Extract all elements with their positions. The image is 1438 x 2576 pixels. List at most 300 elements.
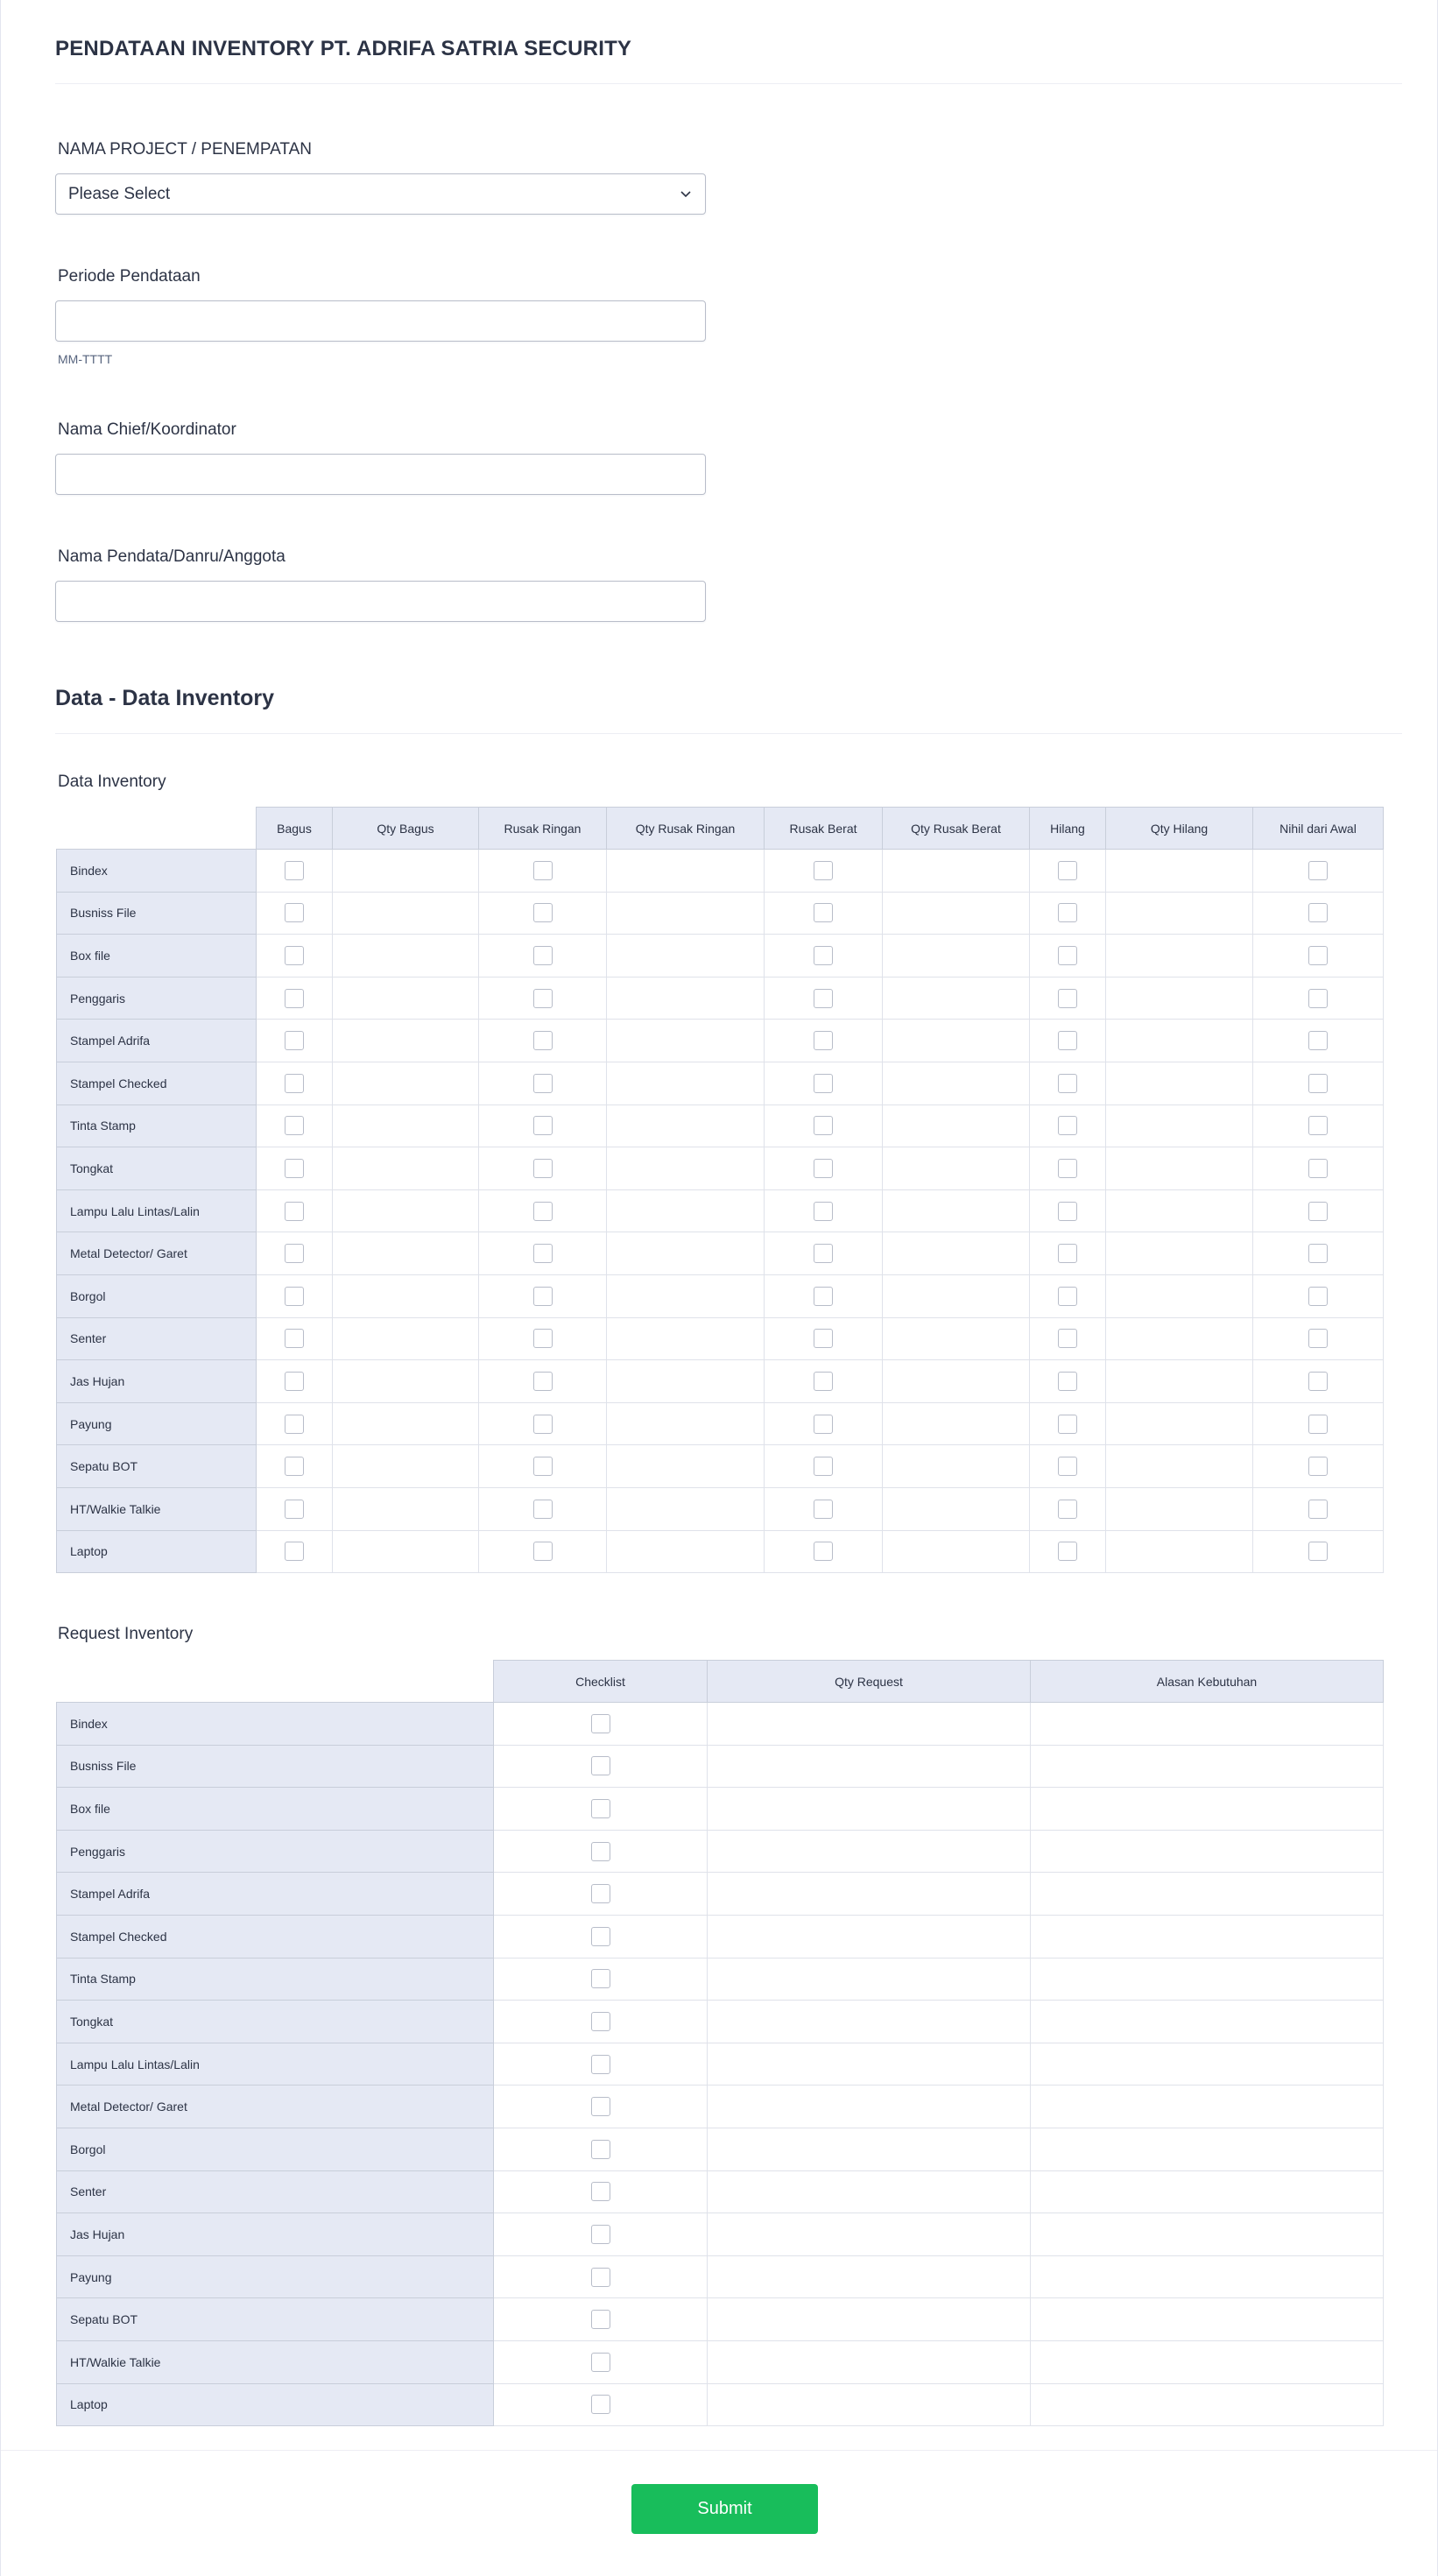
checkbox[interactable] [591,1969,610,1988]
submit-button[interactable]: Submit [631,2484,818,2534]
matrix-text-input[interactable] [1106,1531,1252,1573]
checkbox[interactable] [591,2268,610,2287]
matrix-cell-text [1031,1873,1384,1916]
matrix-cell-text [607,1105,765,1147]
checkbox[interactable] [814,1542,833,1561]
checkbox[interactable] [1308,989,1328,1008]
checkbox[interactable] [1308,1202,1328,1221]
checkbox[interactable] [285,1457,304,1476]
checkbox[interactable] [1308,946,1328,965]
matrix-cell-text [708,2043,1031,2086]
matrix-text-input[interactable] [1031,2043,1383,2086]
matrix-row [57,1105,1384,1147]
checkbox[interactable] [814,1244,833,1263]
checkbox[interactable] [1308,1116,1328,1135]
checkbox[interactable] [1058,1202,1077,1221]
matrix-cell-checkbox [1030,1530,1106,1573]
matrix-text-input[interactable] [607,1531,764,1573]
checkbox[interactable] [533,989,553,1008]
matrix-text-input[interactable] [708,2213,1030,2255]
matrix-text-input[interactable] [333,1275,478,1317]
checkbox[interactable] [591,1884,610,1903]
checkbox[interactable] [591,2225,610,2244]
matrix-text-input[interactable] [333,1488,478,1530]
matrix-text-input[interactable] [333,1062,478,1105]
matrix-row [57,2001,1384,2043]
checkbox[interactable] [1308,1500,1328,1519]
matrix-text-input[interactable] [708,2043,1030,2086]
matrix-cell-text [607,1020,765,1062]
matrix-cell-checkbox [1030,1360,1106,1403]
matrix-text-input[interactable] [883,977,1029,1020]
matrix-cell-text [607,1232,765,1275]
matrix-text-input[interactable] [1106,1020,1252,1062]
matrix-cell-checkbox [1253,1232,1384,1275]
matrix-row [57,1274,1384,1317]
matrix-text-input[interactable] [1031,1703,1383,1745]
matrix-text-input[interactable] [333,1020,478,1062]
matrix-column-header: Rusak Ringan [479,808,607,850]
checkbox[interactable] [285,1415,304,1434]
checkbox[interactable] [591,2182,610,2201]
matrix-text-input[interactable] [607,1360,764,1402]
checkbox[interactable] [285,1287,304,1306]
matrix-text-input[interactable] [708,1703,1030,1745]
section-title: Data - Data Inventory [55,686,275,710]
checkbox[interactable] [1058,1542,1077,1561]
matrix-text-input[interactable] [1031,1958,1383,2001]
matrix-text-input[interactable] [883,1445,1029,1487]
checkbox[interactable] [533,1542,553,1561]
matrix-text-input[interactable] [883,1318,1029,1360]
matrix-text-input[interactable] [333,1360,478,1402]
matrix-cell-text [333,1317,479,1360]
checkbox[interactable] [1058,1287,1077,1306]
project-label: NAMA PROJECT / PENEMPATAN [58,140,312,159]
matrix-text-input[interactable] [333,1232,478,1274]
checkbox[interactable] [814,1372,833,1391]
checkbox[interactable] [533,1415,553,1434]
checkbox[interactable] [533,946,553,965]
checkbox[interactable] [533,1031,553,1050]
matrix-text-input[interactable] [1031,2256,1383,2298]
checkbox[interactable] [814,946,833,965]
checkbox[interactable] [814,861,833,880]
checkbox[interactable] [1058,861,1077,880]
matrix-text-input[interactable] [708,1958,1030,2001]
checkbox[interactable] [814,903,833,922]
checkbox[interactable] [1058,1372,1077,1391]
matrix-text-input[interactable] [1106,1190,1252,1232]
matrix-row-label: Metal Detector/ Garet [57,2086,494,2128]
matrix-text-input[interactable] [1106,1147,1252,1189]
matrix-cell-text [1031,2298,1384,2341]
matrix-text-input[interactable] [333,1318,478,1360]
matrix-cell-checkbox [257,935,333,977]
matrix-row [57,1062,1384,1105]
matrix-text-input[interactable] [607,850,764,892]
matrix-text-input[interactable] [1106,1488,1252,1530]
matrix-text-input[interactable] [1106,1445,1252,1487]
checkbox[interactable] [1058,1244,1077,1263]
matrix-cell-text [708,1873,1031,1916]
checkbox[interactable] [814,1500,833,1519]
matrix-cell-text [883,1020,1030,1062]
matrix-column-header: Hilang [1030,808,1106,850]
matrix-text-input[interactable] [607,1488,764,1530]
matrix-text-input[interactable] [1031,2298,1383,2340]
matrix-row [57,2170,1384,2213]
matrix-cell-checkbox [1030,1105,1106,1147]
matrix-cell-checkbox [1030,850,1106,893]
matrix-corner [57,808,257,850]
checkbox[interactable] [533,1500,553,1519]
matrix-text-input[interactable] [1106,1403,1252,1445]
checkbox[interactable] [1058,989,1077,1008]
matrix-text-input[interactable] [708,1746,1030,1788]
matrix-row [57,1958,1384,2001]
matrix-text-input[interactable] [333,1445,478,1487]
checkbox[interactable] [533,861,553,880]
matrix-text-input[interactable] [883,1105,1029,1147]
matrix-text-input[interactable] [607,1318,764,1360]
matrix-row-label: Payung [57,1402,257,1445]
checkbox[interactable] [591,1842,610,1861]
checkbox[interactable] [285,1500,304,1519]
periode-input[interactable] [55,300,706,342]
pendata-input[interactable] [55,581,706,622]
matrix-corner [57,1661,494,1703]
checkbox[interactable] [285,1159,304,1178]
checkbox[interactable] [285,903,304,922]
matrix-cell-text [1031,1788,1384,1831]
matrix-cell-text [883,892,1030,935]
checkbox[interactable] [285,1116,304,1135]
matrix-text-input[interactable] [708,1831,1030,1873]
matrix-text-input[interactable] [708,1873,1030,1915]
section-header [55,683,1402,734]
checkbox[interactable] [1308,1542,1328,1561]
matrix-row [57,1147,1384,1190]
checkbox[interactable] [1308,1329,1328,1348]
matrix-text-input[interactable] [883,935,1029,977]
checkbox[interactable] [1058,946,1077,965]
matrix-column-header: Rusak Berat [765,808,883,850]
checkbox[interactable] [591,2310,610,2329]
matrix-text-input[interactable] [883,1403,1029,1445]
matrix-cell-checkbox [479,935,607,977]
matrix-column-header: Alasan Kebutuhan [1031,1661,1384,1703]
checkbox[interactable] [591,1714,610,1733]
matrix-text-input[interactable] [708,2256,1030,2298]
matrix-cell-checkbox [257,1402,333,1445]
checkbox[interactable] [814,1074,833,1093]
matrix-cell-text [708,2340,1031,2383]
matrix-text-input[interactable] [708,2001,1030,2043]
checkbox[interactable] [533,903,553,922]
matrix-text-input[interactable] [1031,2384,1383,2426]
matrix-row-label: Box file [57,1788,494,1831]
matrix-text-input[interactable] [607,1105,764,1147]
checkbox[interactable] [591,2097,610,2116]
checkbox[interactable] [1308,1159,1328,1178]
matrix-cell-checkbox [1253,1402,1384,1445]
matrix-text-input[interactable] [333,1190,478,1232]
matrix-cell-text [1031,2170,1384,2213]
matrix-text-input[interactable] [333,850,478,892]
matrix-text-input[interactable] [1031,2171,1383,2213]
matrix-cell-text [333,892,479,935]
checkbox[interactable] [1308,1415,1328,1434]
checkbox[interactable] [285,1244,304,1263]
matrix-cell-checkbox [257,1020,333,1062]
matrix-text-input[interactable] [607,1403,764,1445]
checkbox[interactable] [1308,1457,1328,1476]
matrix-text-input[interactable] [1031,2213,1383,2255]
checkbox[interactable] [591,1756,610,1775]
matrix-text-input[interactable] [607,1147,764,1189]
matrix-text-input[interactable] [333,935,478,977]
checkbox[interactable] [533,1372,553,1391]
matrix-text-input[interactable] [1106,893,1252,935]
matrix-column-header: Checklist [494,1661,708,1703]
matrix-text-input[interactable] [1106,935,1252,977]
checkbox[interactable] [814,1202,833,1221]
matrix-row-label: Sepatu BOT [57,1445,257,1488]
matrix-text-input[interactable] [1106,1360,1252,1402]
checkbox[interactable] [591,2353,610,2372]
checkbox[interactable] [533,1202,553,1221]
matrix-text-input[interactable] [607,935,764,977]
matrix-row-label: Tongkat [57,1147,257,1190]
checkbox[interactable] [1058,1159,1077,1178]
matrix-text-input[interactable] [883,1062,1029,1105]
matrix-cell-checkbox [494,2213,708,2256]
matrix-text-input[interactable] [708,2086,1030,2128]
matrix-text-input[interactable] [708,2384,1030,2426]
matrix-cell-checkbox [1253,977,1384,1020]
checkbox[interactable] [814,1415,833,1434]
matrix-text-input[interactable] [1106,1232,1252,1274]
periode-label: Periode Pendataan [58,267,201,286]
matrix-text-input[interactable] [883,1190,1029,1232]
matrix-cell-checkbox [494,2383,708,2426]
matrix-cell-text [607,1317,765,1360]
matrix-text-input[interactable] [1031,1916,1383,1958]
matrix-cell-text [883,935,1030,977]
matrix-text-input[interactable] [1031,1746,1383,1788]
matrix-row-label: Stampel Checked [57,1062,257,1105]
checkbox[interactable] [533,1329,553,1348]
matrix-row-label: Stampel Adrifa [57,1873,494,1916]
matrix-text-input[interactable] [1031,1831,1383,1873]
checkbox[interactable] [533,1287,553,1306]
checkbox[interactable] [1308,1031,1328,1050]
matrix-text-input[interactable] [708,2341,1030,2383]
checkbox[interactable] [814,1159,833,1178]
matrix-text-input[interactable] [1106,1105,1252,1147]
matrix-text-input[interactable] [1106,1275,1252,1317]
matrix-text-input[interactable] [607,893,764,935]
matrix-text-input[interactable] [708,1788,1030,1830]
matrix-row [57,2213,1384,2256]
matrix-text-input[interactable] [607,1020,764,1062]
matrix-text-input[interactable] [333,1531,478,1573]
matrix-cell-checkbox [494,1788,708,1831]
matrix-text-input[interactable] [1106,850,1252,892]
matrix-cell-checkbox [765,892,883,935]
matrix-cell-checkbox [1030,1147,1106,1190]
matrix-row-label: Borgol [57,2128,494,2170]
chief-input[interactable] [55,454,706,495]
matrix-row-label: HT/Walkie Talkie [57,2340,494,2383]
matrix-text-input[interactable] [883,1147,1029,1189]
matrix-text-input[interactable] [1031,1788,1383,1830]
matrix-text-input[interactable] [1031,2001,1383,2043]
matrix-cell-text [1031,2086,1384,2128]
matrix-row [57,2043,1384,2086]
matrix-cell-text [1106,1317,1253,1360]
matrix-text-input[interactable] [333,1105,478,1147]
matrix-cell-text [883,850,1030,893]
matrix-text-input[interactable] [607,1190,764,1232]
checkbox[interactable] [533,1116,553,1135]
matrix-cell-checkbox [479,850,607,893]
matrix-text-input[interactable] [883,1488,1029,1530]
checkbox[interactable] [814,1457,833,1476]
checkbox[interactable] [1058,1031,1077,1050]
matrix-text-input[interactable] [708,2171,1030,2213]
matrix-cell-text [333,1232,479,1275]
matrix-text-input[interactable] [883,1020,1029,1062]
matrix-text-input[interactable] [883,1531,1029,1573]
checkbox[interactable] [591,1799,610,1818]
matrix-cell-text [708,2255,1031,2298]
checkbox[interactable] [591,2140,610,2159]
matrix-cell-checkbox [257,1274,333,1317]
matrix-cell-text [607,935,765,977]
pendata-field [55,546,707,622]
matrix-text-input[interactable] [1031,2341,1383,2383]
checkbox[interactable] [1058,903,1077,922]
form-footer [1,2450,1437,2576]
checkbox[interactable] [814,1287,833,1306]
checkbox[interactable] [285,989,304,1008]
checkbox[interactable] [1308,1287,1328,1306]
matrix-cell-text [1106,1360,1253,1403]
checkbox[interactable] [285,1074,304,1093]
checkbox[interactable] [285,861,304,880]
checkbox[interactable] [285,946,304,965]
matrix-text-input[interactable] [333,1403,478,1445]
checkbox[interactable] [1308,1372,1328,1391]
matrix-cell-text [1106,850,1253,893]
checkbox[interactable] [591,2395,610,2414]
matrix-cell-checkbox [494,2170,708,2213]
checkbox[interactable] [285,1031,304,1050]
checkbox[interactable] [591,1927,610,1946]
checkbox[interactable] [591,2012,610,2031]
matrix-text-input[interactable] [1031,2086,1383,2128]
matrix-text-input[interactable] [883,893,1029,935]
matrix-text-input[interactable] [883,1232,1029,1274]
matrix-text-input[interactable] [607,1232,764,1274]
matrix-text-input[interactable] [1106,977,1252,1020]
chief-label: Nama Chief/Koordinator [58,420,236,439]
matrix-text-input[interactable] [607,977,764,1020]
matrix-text-input[interactable] [883,1360,1029,1402]
matrix-header-row [57,808,1384,850]
matrix-cell-text [883,1147,1030,1190]
matrix-cell-checkbox [765,1020,883,1062]
checkbox[interactable] [1058,1329,1077,1348]
matrix-cell-text [883,1360,1030,1403]
checkbox[interactable] [1308,1074,1328,1093]
checkbox[interactable] [285,1372,304,1391]
checkbox[interactable] [533,1244,553,1263]
checkbox[interactable] [814,989,833,1008]
checkbox[interactable] [285,1329,304,1348]
matrix-text-input[interactable] [333,893,478,935]
matrix-text-input[interactable] [1031,1873,1383,1915]
matrix-cell-checkbox [1030,1062,1106,1105]
checkbox[interactable] [814,1031,833,1050]
checkbox[interactable] [1308,861,1328,880]
checkbox[interactable] [814,1329,833,1348]
matrix-text-input[interactable] [708,1916,1030,1958]
matrix-row-label: Metal Detector/ Garet [57,1232,257,1275]
matrix-text-input[interactable] [607,1062,764,1105]
checkbox[interactable] [285,1202,304,1221]
checkbox[interactable] [1058,1415,1077,1434]
matrix-text-input[interactable] [1031,2128,1383,2170]
checkbox[interactable] [1058,1116,1077,1135]
checkbox[interactable] [533,1074,553,1093]
matrix-text-input[interactable] [1106,1062,1252,1105]
periode-field [55,265,707,366]
matrix-cell-text [1031,1958,1384,2001]
matrix-text-input[interactable] [607,1275,764,1317]
matrix-cell-text [333,1530,479,1573]
matrix-cell-text [883,1232,1030,1275]
matrix-cell-text [1106,1189,1253,1232]
matrix-text-input[interactable] [708,2298,1030,2340]
checkbox[interactable] [285,1542,304,1561]
matrix-row-label: Laptop [57,1530,257,1573]
matrix-text-input[interactable] [333,977,478,1020]
checkbox[interactable] [1058,1500,1077,1519]
checkbox[interactable] [1058,1074,1077,1093]
project-select[interactable] [55,173,706,215]
checkbox[interactable] [591,2055,610,2074]
checkbox[interactable] [814,1116,833,1135]
checkbox[interactable] [533,1457,553,1476]
checkbox[interactable] [1308,1244,1328,1263]
checkbox[interactable] [1058,1457,1077,1476]
matrix-text-input[interactable] [708,2128,1030,2170]
matrix-cell-text [1106,1487,1253,1530]
matrix-text-input[interactable] [1106,1318,1252,1360]
matrix-text-input[interactable] [883,850,1029,892]
form-header [55,35,1402,84]
matrix-cell-checkbox [765,1274,883,1317]
checkbox[interactable] [1308,903,1328,922]
matrix-text-input[interactable] [607,1445,764,1487]
matrix-text-input[interactable] [883,1275,1029,1317]
checkbox[interactable] [533,1159,553,1178]
matrix-row-label: Jas Hujan [57,2213,494,2256]
matrix-text-input[interactable] [333,1147,478,1189]
